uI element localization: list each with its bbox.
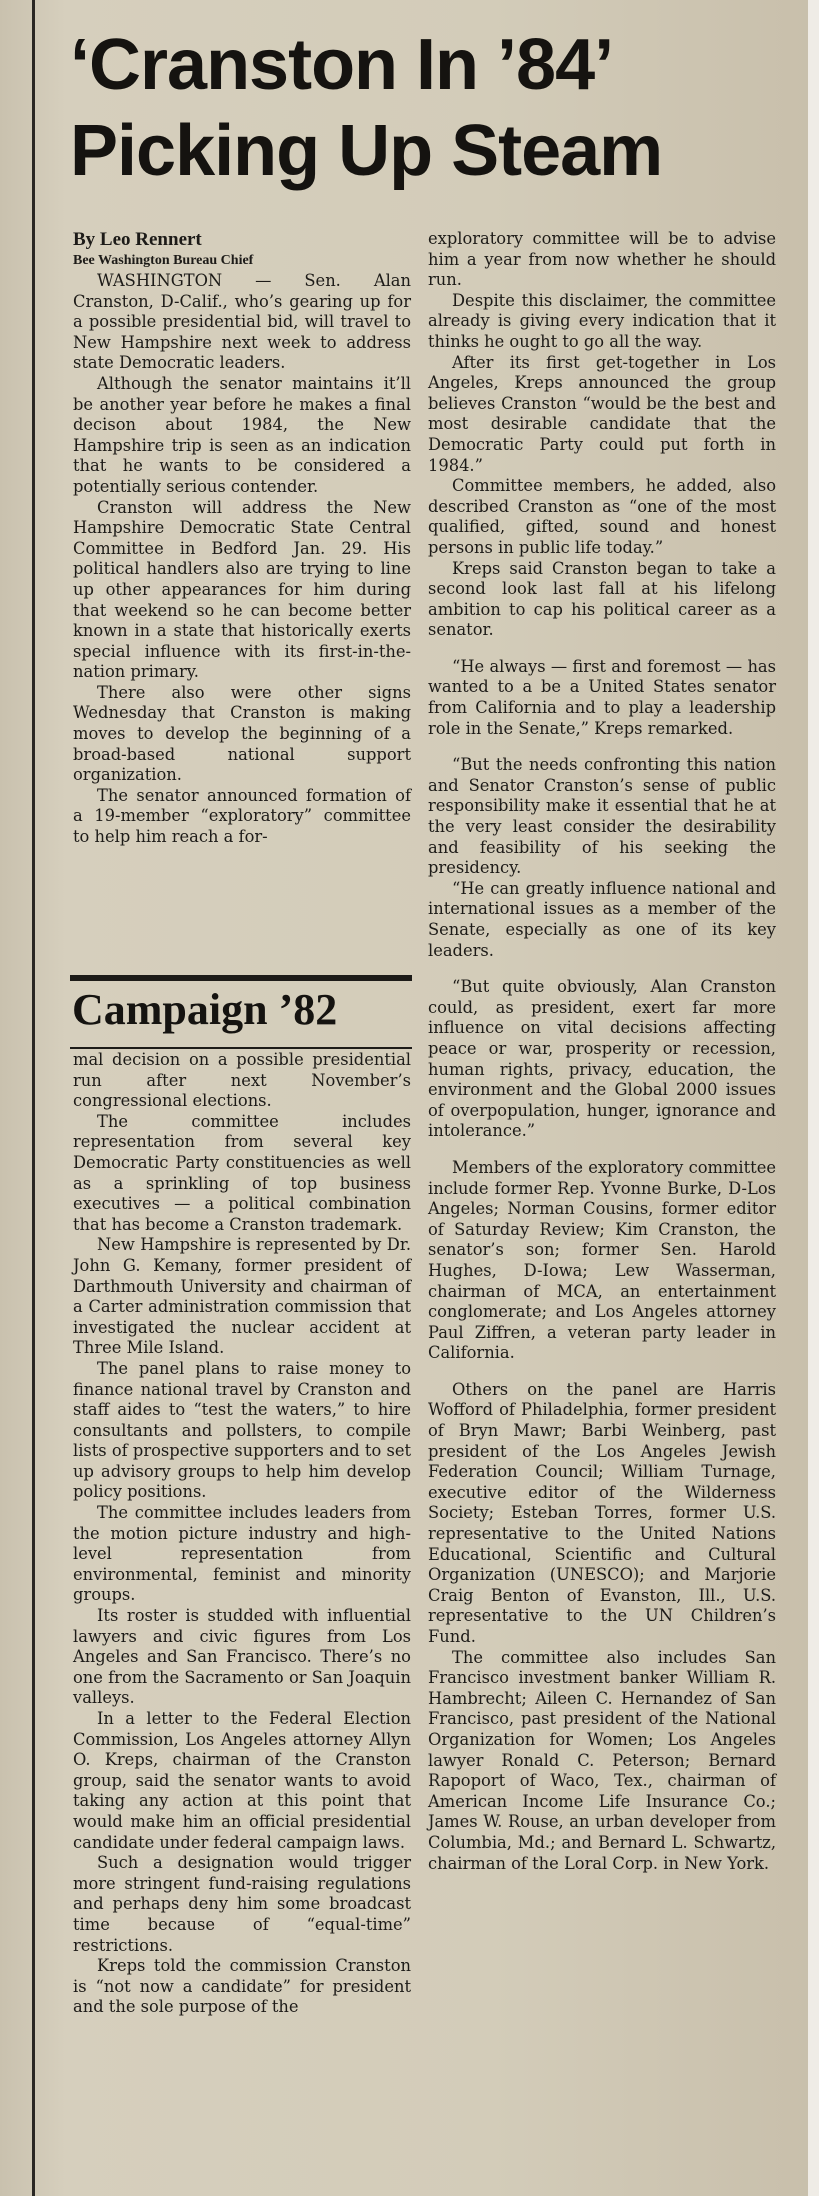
paragraph: Although the senator maintains it’ll be another year before he makes a final decison about 1984, the New Hampshire trip is seen as an indication that he wants to be considered a potentially serious contender. — [73, 373, 411, 496]
column-rule — [32, 0, 35, 2196]
paragraph: “But the needs confronting this nation and Senator Cranston’s sense of public responsibility make it essential that he at the very least consider the desirability and feasibility of his seeking the presidency. — [428, 755, 776, 878]
paragraph: In a letter to the Federal Election Commission, Los Angeles attorney Allyn O. Kreps, chairman of the Cranston group, said the senator wants to avoid taking any action at this point that would make him an official presidential candidate under federal campaign laws. — [73, 1709, 411, 1852]
paragraph: There also were other signs Wednesday that Cranston is making moves to develop the beginning of a broad-based national support organization. — [73, 682, 411, 785]
headline-line-1: ‘Cranston In ’84’ — [70, 25, 614, 105]
paragraph: WASHINGTON — Sen. Alan Cranston, D-Calif., who’s gearing up for a possible presidential bid, will travel to New Hampshire next week to address state Democratic leaders. — [73, 271, 411, 373]
section-label: Campaign ’82 — [72, 985, 338, 1034]
paragraph: After its first get-together in Los Angeles, Kreps announced the group believes Cranston “would be the best and most desirable candidate that the Democratic Party could put forth in 1984.” — [428, 352, 776, 475]
paragraph: “He always — first and foremost — has wanted to a be a United States senator from California and to play a leadership role in the Senate,” Kreps remarked. — [428, 656, 776, 738]
paragraph: The committee also includes San Francisco investment banker William R. Hambrecht; Aileen C. Hernandez of San Francisco, past president of the National Organization for Women; Los Angeles lawyer Ronald C. Peterson; Bernard Rapoport of Waco, Tex., chairman of American Income Life Insurance Co.; James W. Rouse, an urban developer from Columbia, Md.; and Bernard L. Schwartz, chairman of the Loral Corp. in New York. — [428, 1647, 776, 1873]
paragraph: Kreps said Cranston began to take a second look last fall at his lifelong ambition to cap his political career as a senator. — [428, 558, 776, 640]
headline — [70, 22, 770, 194]
column-2 — [428, 229, 776, 1874]
paragraph: Despite this disclaimer, the committee already is giving every indication that it thinks he ought to go all the way. — [428, 290, 776, 351]
byline: By Leo Rennert — [73, 229, 202, 250]
column-1-top — [73, 229, 411, 848]
byline-title: Bee Washington Bureau Chief — [73, 253, 254, 268]
paragraph: Members of the exploratory committee include former Rep. Yvonne Burke, D-Los Angeles; Norman Cousins, former editor of Saturday Review; Kim Cranston, the senator’s son; former Sen. Harold Hughes, D-Iowa; Lew Wasserman, chairman of MCA, an entertainment conglomerate; and Los Angeles attorney Paul Ziffren, a veteran party leader in California. — [428, 1157, 776, 1363]
paragraph: The panel plans to raise money to finance national travel by Cranston and staff aides to “test the waters,” to hire consultants and pollsters, to compile lists of prospective supporters and to set up advisory groups to help him develop policy positions. — [73, 1358, 411, 1502]
paragraph: New Hampshire is represented by Dr. John G. Kemany, former president of Darthmouth University and chairman of a Carter administration commission that investigated the nuclear accident at Three Mile Island. — [73, 1235, 411, 1358]
paragraph: Committee members, he added, also described Cranston as “one of the most qualified, gifted, sound and honest persons in public life today.” — [428, 476, 776, 557]
section-label-box — [70, 975, 412, 1049]
paragraph: The committee includes leaders from the motion picture industry and high-level representation from environmental, feminist and minority groups. — [73, 1503, 411, 1605]
paragraph: “But quite obviously, Alan Cranston could, as president, exert far more influence on vital decisions affecting peace or war, prosperity or recession, human rights, privacy, education, the environment and the Global 2000 issues of overpopulation, hunger, ignorance and intolerance.” — [428, 977, 776, 1141]
paragraph: exploratory committee will be to advise him a year from now whether he should run. — [428, 229, 776, 290]
paragraph: Kreps told the commission Cranston is “not now a candidate” for president and the sole purpose of the — [73, 1956, 411, 2017]
paragraph: “He can greatly influence national and international issues as a member of the Senate, especially as one of its key leaders. — [428, 878, 776, 960]
paragraph: Cranston will address the New Hampshire Democratic State Central Committee in Bedford Jan. 29. His political handlers also are trying to line up other appearances for him during that weekend so he can become better known in a state that historically exerts special influence with its first-in-the-nation primary. — [73, 497, 411, 682]
column-1-bottom — [73, 1050, 411, 2018]
paragraph: Others on the panel are Harris Wofford of Philadelphia, former president of Bryn Mawr; Barbi Weinberg, past president of the Los Angeles Jewish Federation Council; William Turnage, executive editor of the Wilderness Society; Esteban Torres, former U.S. representative to the United Nations Educational, Scientific and Cultural Organization (UNESCO); and Marjorie Craig Benton of Evanston, Ill., U.S. representative to the UN Children’s Fund. — [428, 1379, 776, 1646]
paragraph: The committee includes representation from several key Democratic Party constituencies as well as a sprinkling of top business executives — a political combination that has become a Cranston trademark. — [73, 1111, 411, 1234]
paragraph: Its roster is studded with influential lawyers and civic figures from Los Angeles and San Francisco. There’s no one from the Sacramento or San Joaquin valleys. — [73, 1606, 411, 1708]
paragraph: mal decision on a possible presidential run after next November’s congressional elections. — [73, 1050, 411, 1111]
paragraph: The senator announced formation of a 19-member “exploratory” committee to help him reach a for- — [73, 785, 411, 847]
page-edge — [808, 0, 819, 2196]
headline-line-2: Picking Up Steam — [70, 111, 663, 191]
paragraph: Such a designation would trigger more stringent fund-raising regulations and perhaps deny him some broadcast time because of “equal-time” restrictions. — [73, 1853, 411, 1955]
